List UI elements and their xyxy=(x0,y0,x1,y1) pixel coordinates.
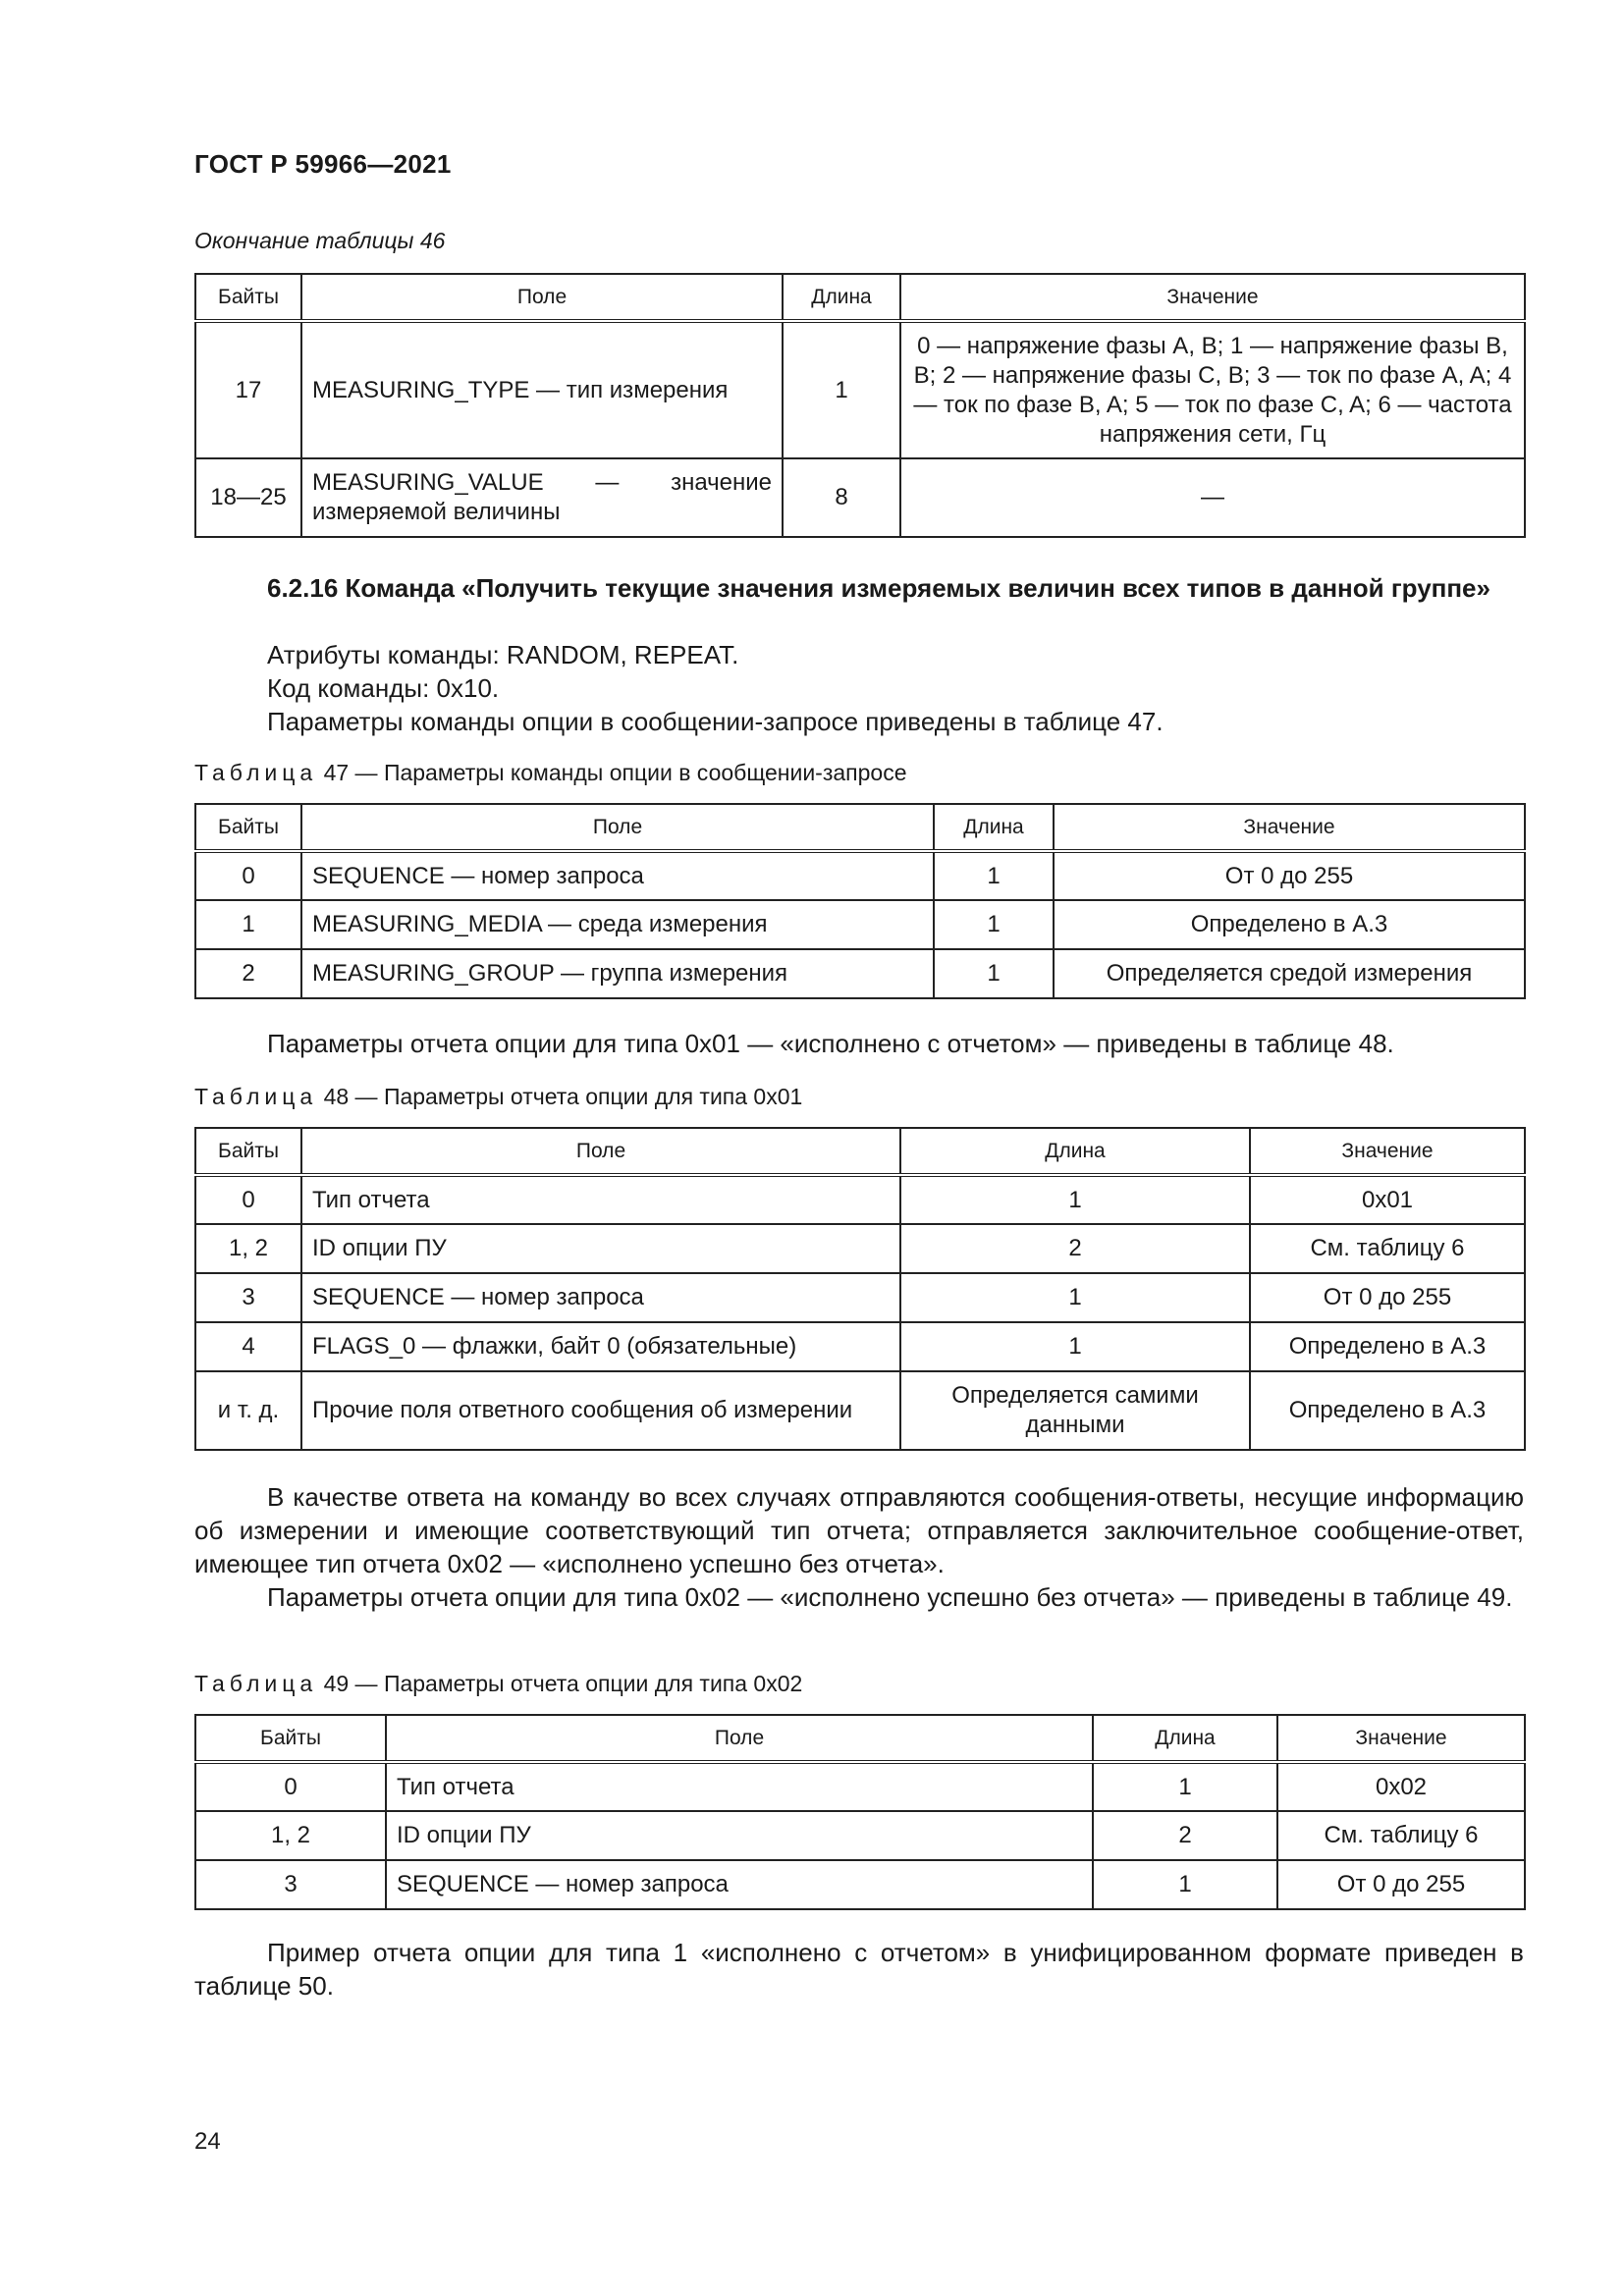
table46-caption: Окончание таблицы 46 xyxy=(194,228,446,253)
table46-cell: MEASURING_TYPE — тип измерения xyxy=(301,321,783,458)
table49-cell: От 0 до 255 xyxy=(1277,1860,1525,1909)
command-attributes: Атрибуты команды: RANDOM, REPEAT. xyxy=(267,640,739,669)
table-row xyxy=(195,1273,1525,1322)
table48-cell: 3 xyxy=(195,1273,301,1322)
para-response-text: В качестве ответа на команду во всех случаях отправляются сообщения-ответы, несущие информацию об измерении и имеющие соответствующий тип отчета; отправляется заключительное сообщение-ответ, имеющее тип отчета 0x02 — «исполнено успешно без отчета». xyxy=(194,1482,1524,1578)
table47-cell: 2 xyxy=(195,949,301,998)
table46-cell: 18—25 xyxy=(195,458,301,537)
table48-caption xyxy=(194,1084,802,1110)
table48-cell: 1 xyxy=(900,1322,1250,1371)
table48-cell: Определяется самими данными xyxy=(900,1371,1250,1450)
table47-cell: 0 xyxy=(195,851,301,900)
table49-cell: ID опции ПУ xyxy=(386,1811,1093,1860)
table47-cell: От 0 до 255 xyxy=(1054,851,1525,900)
table46-header-value: Значение xyxy=(900,274,1525,321)
table-row xyxy=(195,1322,1525,1371)
table-row xyxy=(195,1860,1525,1909)
table-row xyxy=(195,321,1525,458)
command-code: Код команды: 0x10. xyxy=(267,673,500,703)
params-intro: Параметры команды опции в сообщении-запросе приведены в таблице 47. xyxy=(267,707,1164,736)
table49-header-bytes: Байты xyxy=(195,1715,386,1762)
table-row xyxy=(195,1811,1525,1860)
para-48-text: Параметры отчета опции для типа 0x01 — «исполнено с отчетом» — приведены в таблице 48. xyxy=(267,1029,1394,1058)
table46-cell: 1 xyxy=(783,321,900,458)
table48-title: 48 — Параметры отчета опции для типа 0x01 xyxy=(323,1084,803,1109)
table49-cell: 1 xyxy=(1093,1762,1277,1811)
table48-cell: 1 xyxy=(900,1175,1250,1224)
table-row xyxy=(195,1224,1525,1273)
table46-cell: 0 — напряжение фазы A, B; 1 — напряжение фазы B, B; 2 — напряжение фазы C, B; 3 — ток по фазе A, A; 4 — ток по фазе B, A; 5 — ток по фазе C, A; 6 — частота напряжения сети, Гц xyxy=(900,321,1525,458)
table49-label: Таблица xyxy=(194,1671,318,1696)
table48 xyxy=(194,1127,1526,1451)
table47-cell: Определяется средой измерения xyxy=(1054,949,1525,998)
section-heading: 6.2.16 Команда «Получить текущие значения измеряемых величин всех типов в данной группе» xyxy=(267,573,1490,603)
section-body xyxy=(194,638,1524,738)
table48-header-value: Значение xyxy=(1250,1128,1525,1175)
table49-cell: 2 xyxy=(1093,1811,1277,1860)
table46-header-bytes: Байты xyxy=(195,274,301,321)
table47-label: Таблица xyxy=(194,760,318,785)
page-number: 24 xyxy=(194,2128,221,2155)
table47 xyxy=(194,803,1526,999)
para-50-text: Пример отчета опции для типа 1 «исполнено с отчетом» в унифицированном формате приведен в таблице 50. xyxy=(194,1938,1524,2001)
table48-cell: От 0 до 255 xyxy=(1250,1273,1525,1322)
table47-cell: MEASURING_GROUP — группа измерения xyxy=(301,949,934,998)
table47-caption xyxy=(194,760,907,786)
table48-label: Таблица xyxy=(194,1084,318,1109)
standard-header: ГОСТ Р 59966—2021 xyxy=(194,149,452,179)
table46-header-field: Поле xyxy=(301,274,783,321)
table47-header-length: Длина xyxy=(934,804,1054,851)
table48-cell: Прочие поля ответного сообщения об измерении xyxy=(301,1371,900,1450)
table48-cell: 0 xyxy=(195,1175,301,1224)
table47-cell: SEQUENCE — номер запроса xyxy=(301,851,934,900)
table49-cell: 0 xyxy=(195,1762,386,1811)
table47-cell: MEASURING_MEDIA — среда измерения xyxy=(301,900,934,949)
table47-cell: 1 xyxy=(934,900,1054,949)
table48-cell: и т. д. xyxy=(195,1371,301,1450)
table47-cell: 1 xyxy=(934,851,1054,900)
table48-header-bytes: Байты xyxy=(195,1128,301,1175)
table46-cell: — xyxy=(900,458,1525,537)
para-table50-intro xyxy=(194,1936,1524,2002)
table48-cell: См. таблицу 6 xyxy=(1250,1224,1525,1273)
table47-title: 47 — Параметры команды опции в сообщении-запросе xyxy=(323,760,907,785)
table48-header-field: Поле xyxy=(301,1128,900,1175)
table47-header-bytes: Байты xyxy=(195,804,301,851)
table49-caption xyxy=(194,1671,802,1697)
table-row xyxy=(195,1762,1525,1811)
table48-cell: 0x01 xyxy=(1250,1175,1525,1224)
table46-cell: 17 xyxy=(195,321,301,458)
para-response xyxy=(194,1480,1524,1614)
table-row xyxy=(195,851,1525,900)
table47-cell: 1 xyxy=(934,949,1054,998)
table49-header-field: Поле xyxy=(386,1715,1093,1762)
table49-header-value: Значение xyxy=(1277,1715,1525,1762)
table-row xyxy=(195,1175,1525,1224)
table48-cell: SEQUENCE — номер запроса xyxy=(301,1273,900,1322)
table49-cell: 3 xyxy=(195,1860,386,1909)
table-row xyxy=(195,949,1525,998)
table-row xyxy=(195,458,1525,537)
table46-cell: 8 xyxy=(783,458,900,537)
table47-cell: Определено в А.3 xyxy=(1054,900,1525,949)
table49-cell: См. таблицу 6 xyxy=(1277,1811,1525,1860)
table48-header-length: Длина xyxy=(900,1128,1250,1175)
table47-header-field: Поле xyxy=(301,804,934,851)
table49-cell: SEQUENCE — номер запроса xyxy=(386,1860,1093,1909)
table47-header-value: Значение xyxy=(1054,804,1525,851)
table49-cell: Тип отчета xyxy=(386,1762,1093,1811)
table49-cell: 0x02 xyxy=(1277,1762,1525,1811)
para-table48-intro xyxy=(194,1027,1524,1060)
table46 xyxy=(194,273,1526,538)
table48-cell: ID опции ПУ xyxy=(301,1224,900,1273)
table48-cell: FLAGS_0 — флажки, байт 0 (обязательные) xyxy=(301,1322,900,1371)
table48-cell: 1 xyxy=(900,1273,1250,1322)
para-49-text: Параметры отчета опции для типа 0x02 — «исполнено успешно без отчета» — приведены в таблице 49. xyxy=(267,1582,1513,1612)
table46-cell: MEASURING_VALUE — значение измеряемой величины xyxy=(301,458,783,537)
table49-cell: 1, 2 xyxy=(195,1811,386,1860)
table-row xyxy=(195,900,1525,949)
table48-cell: Определено в А.3 xyxy=(1250,1371,1525,1450)
table48-cell: 4 xyxy=(195,1322,301,1371)
table49-title: 49 — Параметры отчета опции для типа 0x02 xyxy=(323,1671,803,1696)
table49-header-length: Длина xyxy=(1093,1715,1277,1762)
table46-header-length: Длина xyxy=(783,274,900,321)
table47-cell: 1 xyxy=(195,900,301,949)
table49 xyxy=(194,1714,1526,1910)
table-row xyxy=(195,1371,1525,1450)
table49-cell: 1 xyxy=(1093,1860,1277,1909)
table48-cell: 1, 2 xyxy=(195,1224,301,1273)
table48-cell: Тип отчета xyxy=(301,1175,900,1224)
table48-cell: 2 xyxy=(900,1224,1250,1273)
table48-cell: Определено в А.3 xyxy=(1250,1322,1525,1371)
